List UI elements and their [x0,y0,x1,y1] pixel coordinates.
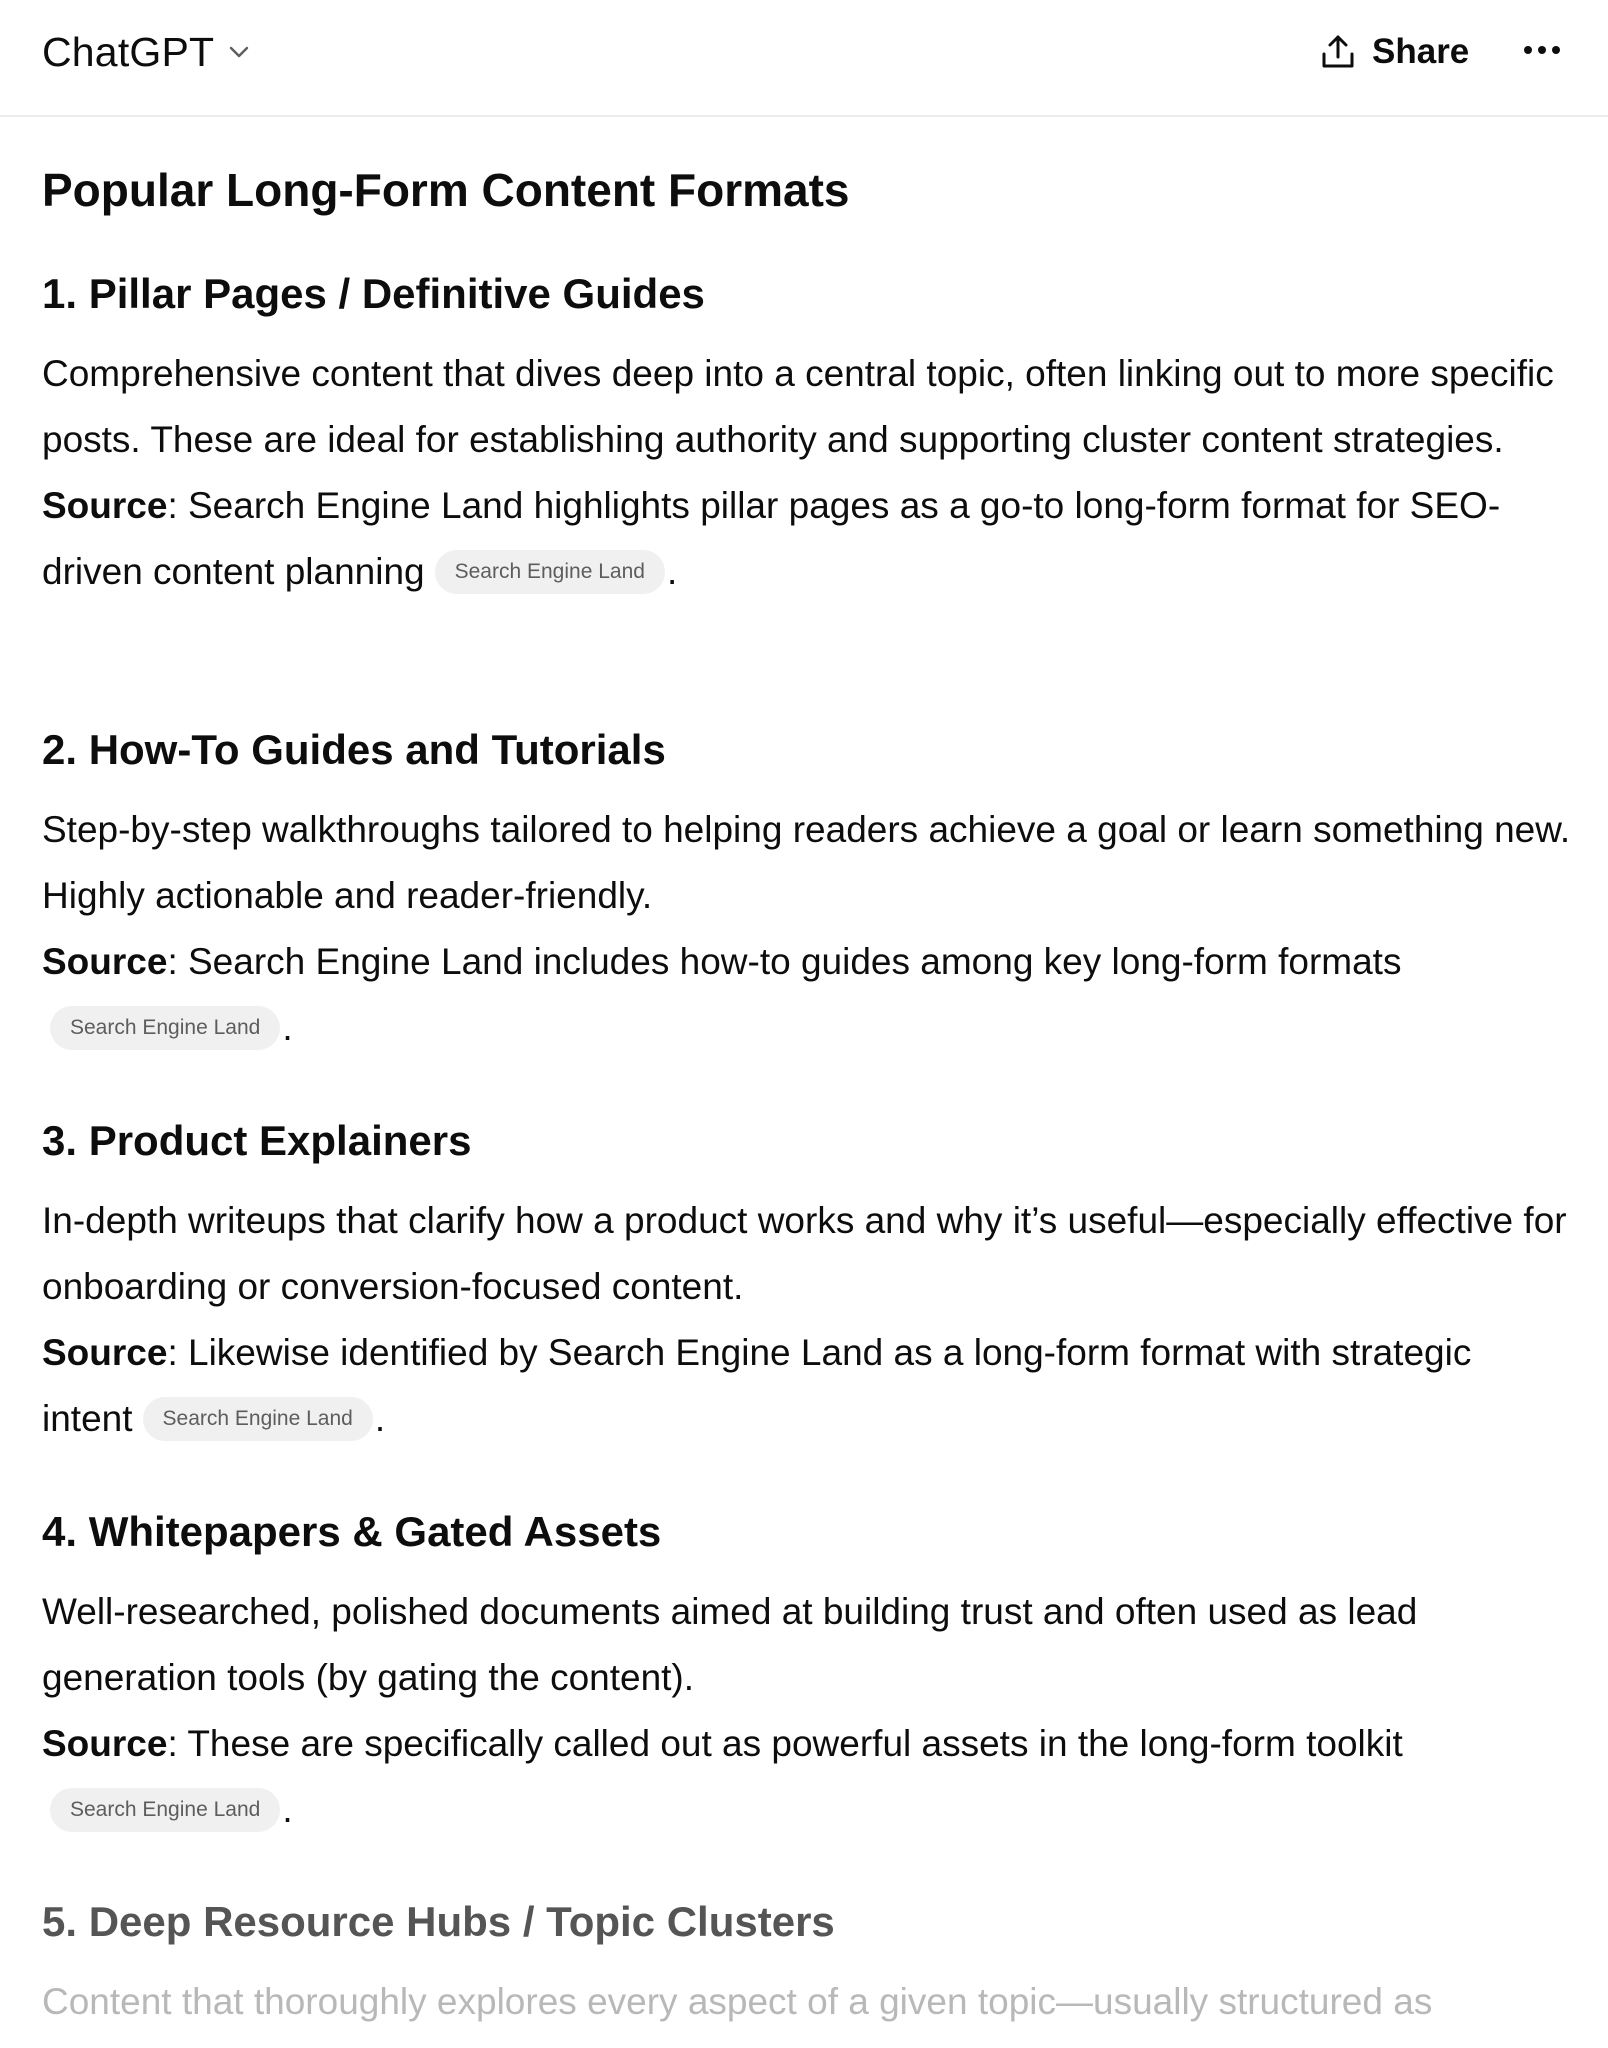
section-source [42,473,1572,605]
citation-chip[interactable]: Search Engine Land [435,550,665,594]
response-content [42,117,1572,2023]
top-bar [0,0,1608,117]
section-1 [42,269,1572,605]
more-options-button[interactable] [1518,30,1566,74]
section-body: Comprehensive content that dives deep into a central topic, often linking out to more specific posts. These are ideal for establishing authority and supporting cluster content strategies. [42,353,1554,461]
model-selector[interactable] [42,26,250,78]
source-text: : Search Engine Land highlights pillar pages as a go-to long-form format for SEO-driven content planning [42,485,1501,593]
section-body: Well-researched, polished documents aimed at building trust and often used as lead generation tools (by gating the content). [42,1591,1418,1699]
source-label: Source [42,941,168,983]
more-options-icon [1522,43,1562,61]
section-body: Step-by-step walkthroughs tailored to helping readers achieve a goal or learn something new. Highly actionable and reader-friendly. [42,809,1571,917]
section-source [42,929,1572,1061]
share-label: Share [1372,32,1470,71]
section-heading: 5. Deep Resource Hubs / Topic Clusters [42,1898,835,1945]
app-title: ChatGPT [42,28,215,75]
share-icon [1318,32,1358,72]
source-end: . [282,1789,293,1831]
citation-chip[interactable]: Search Engine Land [50,1006,280,1050]
share-button[interactable] [1318,24,1469,80]
section-source [42,1711,1572,1843]
source-text: : These are specifically called out as powerful assets in the long-form toolkit [167,1723,1403,1765]
chevron-down-icon [228,41,250,63]
citation-chip[interactable]: Search Engine Land [143,1397,373,1441]
source-text: : Search Engine Land includes how-to guides among key long-form formats [167,941,1402,983]
section-source [42,1320,1572,1452]
section-heading: 3. Product Explainers [42,1117,472,1164]
source-end: . [282,1007,293,1049]
page-title: Popular Long-Form Content Formats [42,164,850,216]
source-end: . [666,551,678,593]
section-body: In-depth writeups that clarify how a product works and why it’s useful—especially effective for onboarding or conversion-focused content. [42,1200,1567,1308]
source-label: Source [42,485,168,527]
section-heading: 2. How-To Guides and Tutorials [42,726,666,773]
source-text: : Likewise identified by Search Engine Land as a long-form format with strategic intent [42,1332,1472,1440]
section-heading: 4. Whitepapers & Gated Assets [42,1508,662,1555]
section-heading: 1. Pillar Pages / Definitive Guides [42,270,705,317]
section-5 [42,1897,1572,2035]
source-label: Source [42,1723,168,1765]
section-body: Content that thoroughly explores every aspect of a given topic—usually structured as [42,1981,1433,2023]
section-4 [42,1507,1572,1843]
citation-chip[interactable]: Search Engine Land [50,1788,280,1832]
source-end: . [374,1398,386,1440]
source-label: Source [42,1332,168,1374]
section-3 [42,1116,1572,1452]
section-2 [42,725,1572,1061]
